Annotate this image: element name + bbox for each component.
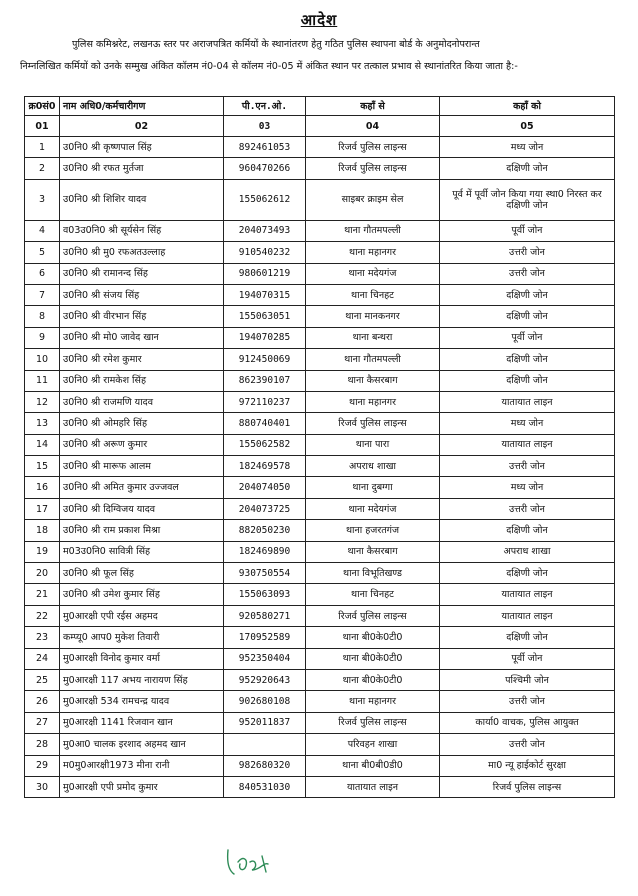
from-cell: थाना पारा bbox=[306, 434, 440, 455]
from-cell: थाना मानकनगर bbox=[306, 306, 440, 327]
serial-cell: 29 bbox=[25, 755, 60, 776]
to-cell: मध्य जोन bbox=[440, 137, 615, 158]
serial-cell: 20 bbox=[25, 563, 60, 584]
to-cell: उत्तरी जोन bbox=[440, 242, 615, 263]
table-row bbox=[25, 306, 615, 327]
serial-cell: 27 bbox=[25, 712, 60, 733]
serial-cell: 6 bbox=[25, 263, 60, 284]
to-cell: रिजर्व पुलिस लाइन्स bbox=[440, 776, 615, 797]
table-row bbox=[25, 370, 615, 391]
serial-cell: 26 bbox=[25, 691, 60, 712]
name-cell: उ0नि0 श्री अमित कुमार उज्जवल bbox=[60, 477, 224, 498]
table-row bbox=[25, 669, 615, 690]
serial-cell: 4 bbox=[25, 220, 60, 241]
to-cell: उत्तरी जोन bbox=[440, 498, 615, 519]
pno-cell: 194070315 bbox=[224, 284, 306, 305]
pno-cell: 155063093 bbox=[224, 584, 306, 605]
column-number: 02 bbox=[60, 116, 224, 137]
pno-cell: 930750554 bbox=[224, 563, 306, 584]
table-row bbox=[25, 605, 615, 626]
to-cell: उत्तरी जोन bbox=[440, 263, 615, 284]
name-cell: उ0नि0 श्री रामानन्द सिंह bbox=[60, 263, 224, 284]
to-cell: दक्षिणी जोन bbox=[440, 349, 615, 370]
pno-cell: 982680320 bbox=[224, 755, 306, 776]
column-number: 03 bbox=[224, 116, 306, 137]
pno-cell: 972110237 bbox=[224, 391, 306, 412]
pno-cell: 862390107 bbox=[224, 370, 306, 391]
table-row bbox=[25, 541, 615, 562]
table-row bbox=[25, 755, 615, 776]
serial-cell: 5 bbox=[25, 242, 60, 263]
table-row bbox=[25, 284, 615, 305]
to-cell: उत्तरी जोन bbox=[440, 691, 615, 712]
table-row bbox=[25, 456, 615, 477]
to-cell: यातायात लाइन bbox=[440, 434, 615, 455]
table-header-row bbox=[25, 97, 615, 116]
serial-cell: 24 bbox=[25, 648, 60, 669]
name-cell: मु0आरक्षी एपी प्रमोद कुमार bbox=[60, 776, 224, 797]
from-cell: साइबर क्राइम सेल bbox=[306, 179, 440, 220]
name-cell: उ0नि0 श्री संजय सिंह bbox=[60, 284, 224, 305]
order-title: आदेश bbox=[300, 11, 338, 29]
header-serial: क्र0सं0 bbox=[25, 97, 60, 116]
name-cell: उ0नि0 श्री शिशिर यादव bbox=[60, 179, 224, 220]
name-cell: उ0नि0 श्री अरूण कुमार bbox=[60, 434, 224, 455]
header-to: कहाँ को bbox=[440, 97, 615, 116]
serial-cell: 30 bbox=[25, 776, 60, 797]
serial-cell: 17 bbox=[25, 498, 60, 519]
to-cell: पूर्व में पूर्वी जोन किया गया स्था0 निरस्त कर दक्षिणी जोन bbox=[440, 179, 615, 220]
serial-cell: 13 bbox=[25, 413, 60, 434]
pno-cell: 155062582 bbox=[224, 434, 306, 455]
table-row bbox=[25, 627, 615, 648]
pno-cell: 194070285 bbox=[224, 327, 306, 348]
table-row bbox=[25, 712, 615, 733]
name-cell: उ0नि0 श्री रामकेश सिंह bbox=[60, 370, 224, 391]
name-cell: उ0नि0 श्री फूल सिंह bbox=[60, 563, 224, 584]
to-cell: दक्षिणी जोन bbox=[440, 284, 615, 305]
pno-cell: 204073493 bbox=[224, 220, 306, 241]
table-row bbox=[25, 563, 615, 584]
name-cell: उ0नि0 श्री दिग्विजय यादव bbox=[60, 498, 224, 519]
to-cell: पूर्वी जोन bbox=[440, 648, 615, 669]
from-cell: थाना दुबग्गा bbox=[306, 477, 440, 498]
table-row bbox=[25, 263, 615, 284]
to-cell: दक्षिणी जोन bbox=[440, 563, 615, 584]
table-row bbox=[25, 498, 615, 519]
header-pno: पी.एन.ओ. bbox=[224, 97, 306, 116]
name-cell: उ0नि0 श्री रमेश कुमार bbox=[60, 349, 224, 370]
serial-cell: 28 bbox=[25, 734, 60, 755]
table-row bbox=[25, 391, 615, 412]
pno-cell: 892461053 bbox=[224, 137, 306, 158]
serial-cell: 22 bbox=[25, 605, 60, 626]
from-cell: थाना हजरतगंज bbox=[306, 520, 440, 541]
to-cell: यातायात लाइन bbox=[440, 391, 615, 412]
table-row bbox=[25, 242, 615, 263]
serial-cell: 19 bbox=[25, 541, 60, 562]
from-cell: थाना महानगर bbox=[306, 691, 440, 712]
to-cell: यातायात लाइन bbox=[440, 605, 615, 626]
pno-cell: 902680108 bbox=[224, 691, 306, 712]
to-cell: उत्तरी जोन bbox=[440, 456, 615, 477]
name-cell: मु0आरक्षी 1141 रिजवान खान bbox=[60, 712, 224, 733]
from-cell: थाना बी0बी0डी0 bbox=[306, 755, 440, 776]
serial-cell: 16 bbox=[25, 477, 60, 498]
to-cell: दक्षिणी जोन bbox=[440, 158, 615, 179]
column-number: 01 bbox=[25, 116, 60, 137]
column-number: 04 bbox=[306, 116, 440, 137]
name-cell: म03उ0नि0 सावित्री सिंह bbox=[60, 541, 224, 562]
from-cell: थाना गौतमपल्ली bbox=[306, 220, 440, 241]
to-cell: पश्चिमी जोन bbox=[440, 669, 615, 690]
to-cell: दक्षिणी जोन bbox=[440, 306, 615, 327]
from-cell: थाना चिनहट bbox=[306, 284, 440, 305]
from-cell: यातायात लाइन bbox=[306, 776, 440, 797]
intro-line-2: निम्नलिखित कर्मियों को उनके सम्मुख अंकित कॉलम नं0-04 से कॉलम नं0-05 में अंकित स्थान पर तत्काल प्रभाव से स्थानांतरित किया जाता है:- bbox=[20, 61, 518, 72]
serial-cell: 1 bbox=[25, 137, 60, 158]
serial-cell: 12 bbox=[25, 391, 60, 412]
table-row bbox=[25, 477, 615, 498]
intro-line-1: पुलिस कमिश्नरेट, लखनऊ स्तर पर अराजपत्रित कर्मियों के स्थानांतरण हेतु गठित पुलिस स्थापना बोर्ड के अनुमोदनोपरान्त bbox=[72, 39, 480, 50]
from-cell: थाना कैसरबाग bbox=[306, 370, 440, 391]
serial-cell: 23 bbox=[25, 627, 60, 648]
pno-cell: 204074050 bbox=[224, 477, 306, 498]
name-cell: उ0नि0 श्री मारूफ आलम bbox=[60, 456, 224, 477]
pno-cell: 952920643 bbox=[224, 669, 306, 690]
table-row bbox=[25, 179, 615, 220]
pno-cell: 960470266 bbox=[224, 158, 306, 179]
serial-cell: 9 bbox=[25, 327, 60, 348]
name-cell: कम्प्यू0 आप0 मुकेश तिवारी bbox=[60, 627, 224, 648]
pno-cell: 920580271 bbox=[224, 605, 306, 626]
column-number-row bbox=[25, 116, 615, 137]
table-row bbox=[25, 691, 615, 712]
from-cell: रिजर्व पुलिस लाइन्स bbox=[306, 712, 440, 733]
table-row bbox=[25, 220, 615, 241]
from-cell: थाना बी0के0टी0 bbox=[306, 648, 440, 669]
from-cell: थाना बी0के0टी0 bbox=[306, 669, 440, 690]
pno-cell: 155063051 bbox=[224, 306, 306, 327]
table-row bbox=[25, 413, 615, 434]
pno-cell: 840531030 bbox=[224, 776, 306, 797]
serial-cell: 3 bbox=[25, 179, 60, 220]
from-cell: थाना कैसरबाग bbox=[306, 541, 440, 562]
name-cell: व03उ0नि0 श्री सूर्यसेन सिंह bbox=[60, 220, 224, 241]
to-cell: दक्षिणी जोन bbox=[440, 627, 615, 648]
from-cell: रिजर्व पुलिस लाइन्स bbox=[306, 137, 440, 158]
header-name: नाम अधि0/कर्मचारीगण bbox=[60, 97, 224, 116]
to-cell: अपराध शाखा bbox=[440, 541, 615, 562]
from-cell: थाना महानगर bbox=[306, 391, 440, 412]
to-cell: दक्षिणी जोन bbox=[440, 370, 615, 391]
name-cell: उ0नि0 श्री वीरभान सिंह bbox=[60, 306, 224, 327]
serial-cell: 10 bbox=[25, 349, 60, 370]
name-cell: मु0आरक्षी एपी रईस अहमद bbox=[60, 605, 224, 626]
to-cell: पूर्वी जोन bbox=[440, 327, 615, 348]
from-cell: थाना बी0के0टी0 bbox=[306, 627, 440, 648]
table-row bbox=[25, 520, 615, 541]
pno-cell: 952350404 bbox=[224, 648, 306, 669]
to-cell: यातायात लाइन bbox=[440, 584, 615, 605]
pno-cell: 910540232 bbox=[224, 242, 306, 263]
from-cell: थाना महानगर bbox=[306, 242, 440, 263]
from-cell: अपराध शाखा bbox=[306, 456, 440, 477]
handwritten-signature bbox=[222, 840, 282, 880]
serial-cell: 2 bbox=[25, 158, 60, 179]
pno-cell: 952011837 bbox=[224, 712, 306, 733]
to-cell: दक्षिणी जोन bbox=[440, 520, 615, 541]
name-cell: उ0नि0 श्री मो0 जावेद खान bbox=[60, 327, 224, 348]
name-cell: उ0नि0 श्री उमेश कुमार सिंह bbox=[60, 584, 224, 605]
transfer-table bbox=[24, 96, 615, 798]
serial-cell: 11 bbox=[25, 370, 60, 391]
from-cell: थाना मदेयगंज bbox=[306, 263, 440, 284]
serial-cell: 15 bbox=[25, 456, 60, 477]
from-cell: थाना विभूतिखण्ड bbox=[306, 563, 440, 584]
table-row bbox=[25, 776, 615, 797]
name-cell: उ0नि0 श्री राम प्रकाश मिश्रा bbox=[60, 520, 224, 541]
table-row bbox=[25, 584, 615, 605]
serial-cell: 21 bbox=[25, 584, 60, 605]
name-cell: उ0नि0 श्री ओमहरि सिंह bbox=[60, 413, 224, 434]
name-cell: मु0आरक्षी विनोद कुमार वर्मा bbox=[60, 648, 224, 669]
table-row bbox=[25, 734, 615, 755]
to-cell: पूर्वी जोन bbox=[440, 220, 615, 241]
from-cell: रिजर्व पुलिस लाइन्स bbox=[306, 158, 440, 179]
name-cell: मु0आरक्षी 117 अभय नारायण सिंह bbox=[60, 669, 224, 690]
pno-cell: 882050230 bbox=[224, 520, 306, 541]
from-cell: परिवहन शाखा bbox=[306, 734, 440, 755]
name-cell: म0मु0आरक्षी1973 मीना रानी bbox=[60, 755, 224, 776]
pno-cell: 204073725 bbox=[224, 498, 306, 519]
to-cell: मध्य जोन bbox=[440, 413, 615, 434]
from-cell: थाना बन्थरा bbox=[306, 327, 440, 348]
serial-cell: 18 bbox=[25, 520, 60, 541]
serial-cell: 7 bbox=[25, 284, 60, 305]
header-from: कहाँ से bbox=[306, 97, 440, 116]
table-row bbox=[25, 648, 615, 669]
table-row bbox=[25, 327, 615, 348]
pno-cell: 980601219 bbox=[224, 263, 306, 284]
name-cell: उ0नि0 श्री रफत मुर्तजा bbox=[60, 158, 224, 179]
from-cell: थाना चिनहट bbox=[306, 584, 440, 605]
pno-cell: 182469890 bbox=[224, 541, 306, 562]
to-cell: कार्या0 वाचक, पुलिस आयुक्त bbox=[440, 712, 615, 733]
pno-cell: 170952589 bbox=[224, 627, 306, 648]
pno-cell: 912450069 bbox=[224, 349, 306, 370]
serial-cell: 8 bbox=[25, 306, 60, 327]
table-row bbox=[25, 158, 615, 179]
pno-cell: 182469578 bbox=[224, 456, 306, 477]
serial-cell: 14 bbox=[25, 434, 60, 455]
name-cell: उ0नि0 श्री राजमणि यादव bbox=[60, 391, 224, 412]
to-cell: उत्तरी जोन bbox=[440, 734, 615, 755]
pno-cell: 880740401 bbox=[224, 413, 306, 434]
from-cell: थाना गौतमपल्ली bbox=[306, 349, 440, 370]
pno-cell bbox=[224, 734, 306, 755]
column-number: 05 bbox=[440, 116, 615, 137]
from-cell: रिजर्व पुलिस लाइन्स bbox=[306, 413, 440, 434]
table-row bbox=[25, 349, 615, 370]
from-cell: रिजर्व पुलिस लाइन्स bbox=[306, 605, 440, 626]
name-cell: उ0नि0 श्री मु0 रफअतउल्लाह bbox=[60, 242, 224, 263]
serial-cell: 25 bbox=[25, 669, 60, 690]
to-cell: मध्य जोन bbox=[440, 477, 615, 498]
from-cell: थाना मदेयगंज bbox=[306, 498, 440, 519]
name-cell: उ0नि0 श्री कृष्णपाल सिंह bbox=[60, 137, 224, 158]
table-row bbox=[25, 137, 615, 158]
to-cell: मा0 न्यू हाईकोर्ट सुरक्षा bbox=[440, 755, 615, 776]
name-cell: मु0आरक्षी 534 रामचन्द्र यादव bbox=[60, 691, 224, 712]
name-cell: मु0आ0 चालक इरशाद अहमद खान bbox=[60, 734, 224, 755]
table-row bbox=[25, 434, 615, 455]
pno-cell: 155062612 bbox=[224, 179, 306, 220]
